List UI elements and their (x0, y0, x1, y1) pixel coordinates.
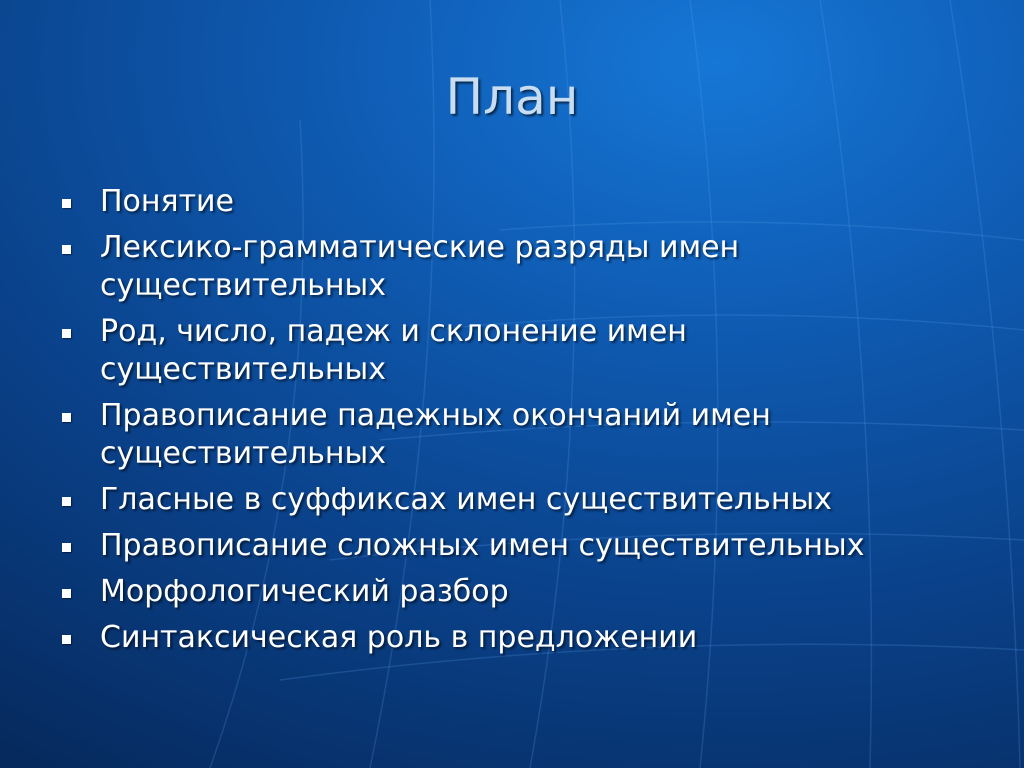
square-bullet-icon (62, 589, 71, 598)
slide-title: План (445, 68, 579, 126)
bullet-item (62, 397, 1002, 473)
bullet-item (62, 313, 1002, 389)
bullet-text-continuation: существительных (100, 352, 386, 387)
bullet-text: Гласные в суффиксах имен существительных (100, 482, 832, 517)
square-bullet-icon (62, 497, 71, 506)
bullet-item (62, 183, 1002, 221)
bullet-text: Правописание падежных окончаний имен (100, 398, 771, 433)
square-bullet-icon (62, 329, 71, 338)
square-bullet-icon (62, 543, 71, 552)
bullet-text: Понятие (100, 184, 235, 219)
bullet-item (62, 481, 1002, 519)
bullet-item (62, 619, 1002, 657)
square-bullet-icon (62, 245, 71, 254)
bullet-text: Синтаксическая роль в предложении (100, 620, 698, 655)
bullet-item (62, 229, 1002, 305)
bullet-item (62, 527, 1002, 565)
bullet-text: Морфологический разбор (100, 574, 509, 609)
square-bullet-icon (62, 413, 71, 422)
bullet-text-continuation: существительных (100, 268, 386, 303)
bullet-text: Род, число, падеж и склонение имен (100, 314, 687, 349)
bullet-item (62, 573, 1002, 611)
bullet-list (62, 183, 1002, 665)
bullet-text-continuation: существительных (100, 436, 386, 471)
bullet-text: Правописание сложных имен существительных (100, 528, 865, 563)
square-bullet-icon (62, 199, 71, 208)
square-bullet-icon (62, 635, 71, 644)
bullet-text: Лексико-грамматические разряды имен (100, 230, 740, 265)
